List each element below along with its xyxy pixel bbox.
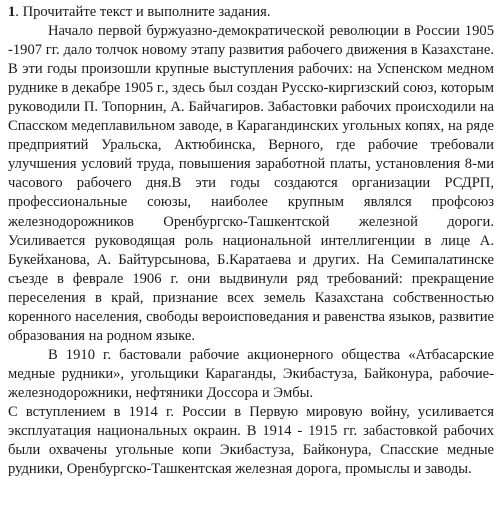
paragraph-1910-strikes: В 1910 г. бастовали рабочие акционерного общества «Атбасарские медные рудники», угольщики Караганды, Экибастуза, Байконура, рабочие-железнодорожники, нефтяники Доссора и Эмбы.	[8, 346, 494, 401]
task-heading	[8, 3, 494, 22]
task-instruction: . Прочитайте текст и выполните задания.	[15, 4, 271, 20]
task-number: 1	[8, 4, 16, 20]
paragraph-world-war: С вступлением в 1914 г. России в Первую мировую войну, усиливается эксплуатация национальных окраин. В 1914 - 1915 гг. забастовкой рабочих были охвачены угольные копи Экибастуза, Байконура, Спасские медные рудники, Оренбургско-Ташкентская железная дорога, промыслы и заводы.	[8, 403, 494, 478]
paragraph-revolution: Начало первой буржуазно-демократической революции в России 1905 -1907 гг. дало толчок новому этапу развития рабочего движения в Казахстане. В эти годы произошли крупные выступления рабочих: на Успенском медном руднике в декабре 1905 г., здесь был создан Русско-киргизский союз, которым руководили П. Топорнин, А. Байчагиров. Забастовки рабочих происходили на Спасском медеплавильном заводе, в Карагандинских угольных копях, на ряде предприятий Уральска, Актюбинска, Верного, где рабочие требовали улучшения условий труда, повышения заработной платы, установления 8-ми часового рабочего дня.В эти годы создаются организации РСДРП, профессиональные союзы, наиболее крупным являлся профсоюз железнодорожников Оренбургско-Ташкентской железной дороги. Усиливается руководящая роль национальной интеллигенции в лице А. Букейханова, А. Байтурсынова, Б.Каратаева и других. На Семипалатинске съезде в феврале 1906 г. они выдвинули ряд требований: прекращение переселения в край, признание всех земель Казахстана собственностью коренного населения, свободы вероисповедания и равенства языков, развитие образования на родном языке.	[8, 23, 494, 344]
